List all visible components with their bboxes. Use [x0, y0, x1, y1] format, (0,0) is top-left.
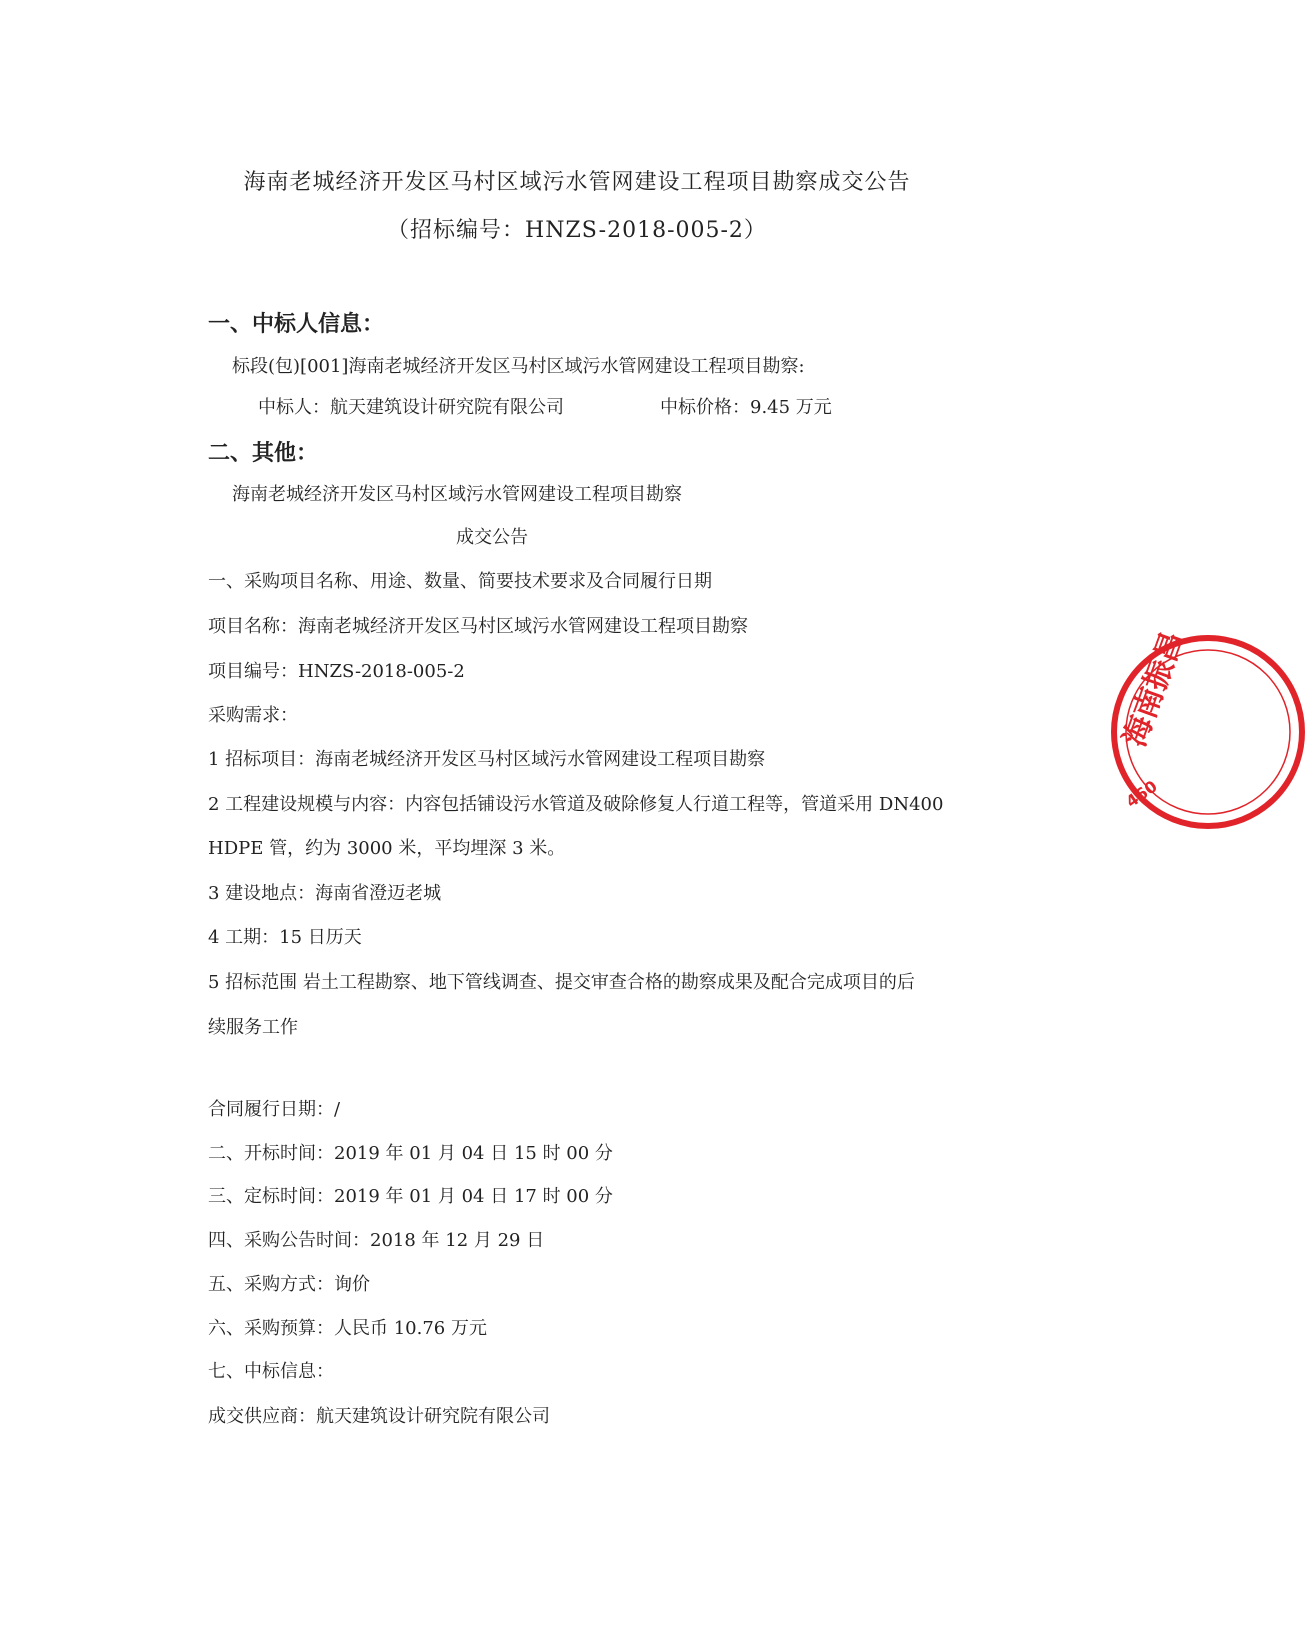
requirement-5-line1: 5 招标范围 岩土工程勘察、地下管线调查、提交审查合格的勘察成果及配合完成项目的后: [208, 972, 915, 993]
bid-decision-time: 三、定标时间：2019 年 01 月 04 日 17 时 00 分: [208, 1186, 613, 1207]
requirement-3: 3 建设地点：海南省澄迈老城: [208, 883, 442, 904]
requirement-1: 1 招标项目：海南老城经济开发区马村区域污水管网建设工程项目勘察: [208, 749, 766, 770]
supplier-line: 成交供应商：航天建筑设计研究院有限公司: [208, 1406, 550, 1427]
bid-opening-time: 二、开标时间：2019 年 01 月 04 日 15 时 00 分: [208, 1143, 613, 1164]
seal-number: 460: [1122, 776, 1161, 812]
requirement-4: 4 工期：15 日历天: [208, 927, 362, 948]
section-other-heading: 二、其他：: [208, 441, 319, 466]
official-seal: [1108, 626, 1308, 832]
requirement-5-line2: 续服务工作: [208, 1017, 298, 1038]
procurement-method: 五、采购方式：询价: [208, 1274, 370, 1295]
procurement-budget: 六、采购预算：人民币 10.76 万元: [208, 1318, 487, 1339]
section-winner-heading: 一、中标人信息：: [208, 312, 385, 337]
notice-time: 四、采购公告时间：2018 年 12 月 29 日: [208, 1230, 545, 1251]
seal-graphic: [1108, 626, 1308, 832]
notice-subtitle-line1: 海南老城经济开发区马村区域污水管网建设工程项目勘察: [232, 484, 682, 505]
winning-price: 中标价格：9.45 万元: [660, 397, 832, 418]
notice-subtitle-line2: 成交公告: [456, 527, 528, 548]
tender-number: （招标编号：HNZS-2018-005-2）: [387, 218, 767, 243]
winner-line: 中标人：航天建筑设计研究院有限公司: [258, 397, 564, 418]
lot-line: 标段(包)[001]海南老城经济开发区马村区域污水管网建设工程项目勘察:: [232, 356, 805, 377]
document-title: 海南老城经济开发区马村区域污水管网建设工程项目勘察成交公告: [243, 170, 911, 195]
project-name: 项目名称：海南老城经济开发区马村区域污水管网建设工程项目勘察: [208, 616, 748, 637]
project-number: 项目编号：HNZS-2018-005-2: [208, 661, 465, 682]
requirement-2-line2: HDPE 管，约为 3000 米，平均埋深 3 米。: [208, 838, 566, 859]
requirement-2-line1: 2 工程建设规模与内容：内容包括铺设污水管道及破除修复人行道工程等，管道采用 DN400: [208, 794, 944, 815]
item1-heading: 一、采购项目名称、用途、数量、简要技术要求及合同履行日期: [208, 571, 712, 592]
winner-info-heading: 七、中标信息：: [208, 1361, 334, 1382]
contract-date: 合同履行日期：/: [208, 1099, 341, 1120]
requirement-label: 采购需求：: [208, 705, 298, 726]
seal-text: 海南振昌: [1117, 626, 1192, 752]
